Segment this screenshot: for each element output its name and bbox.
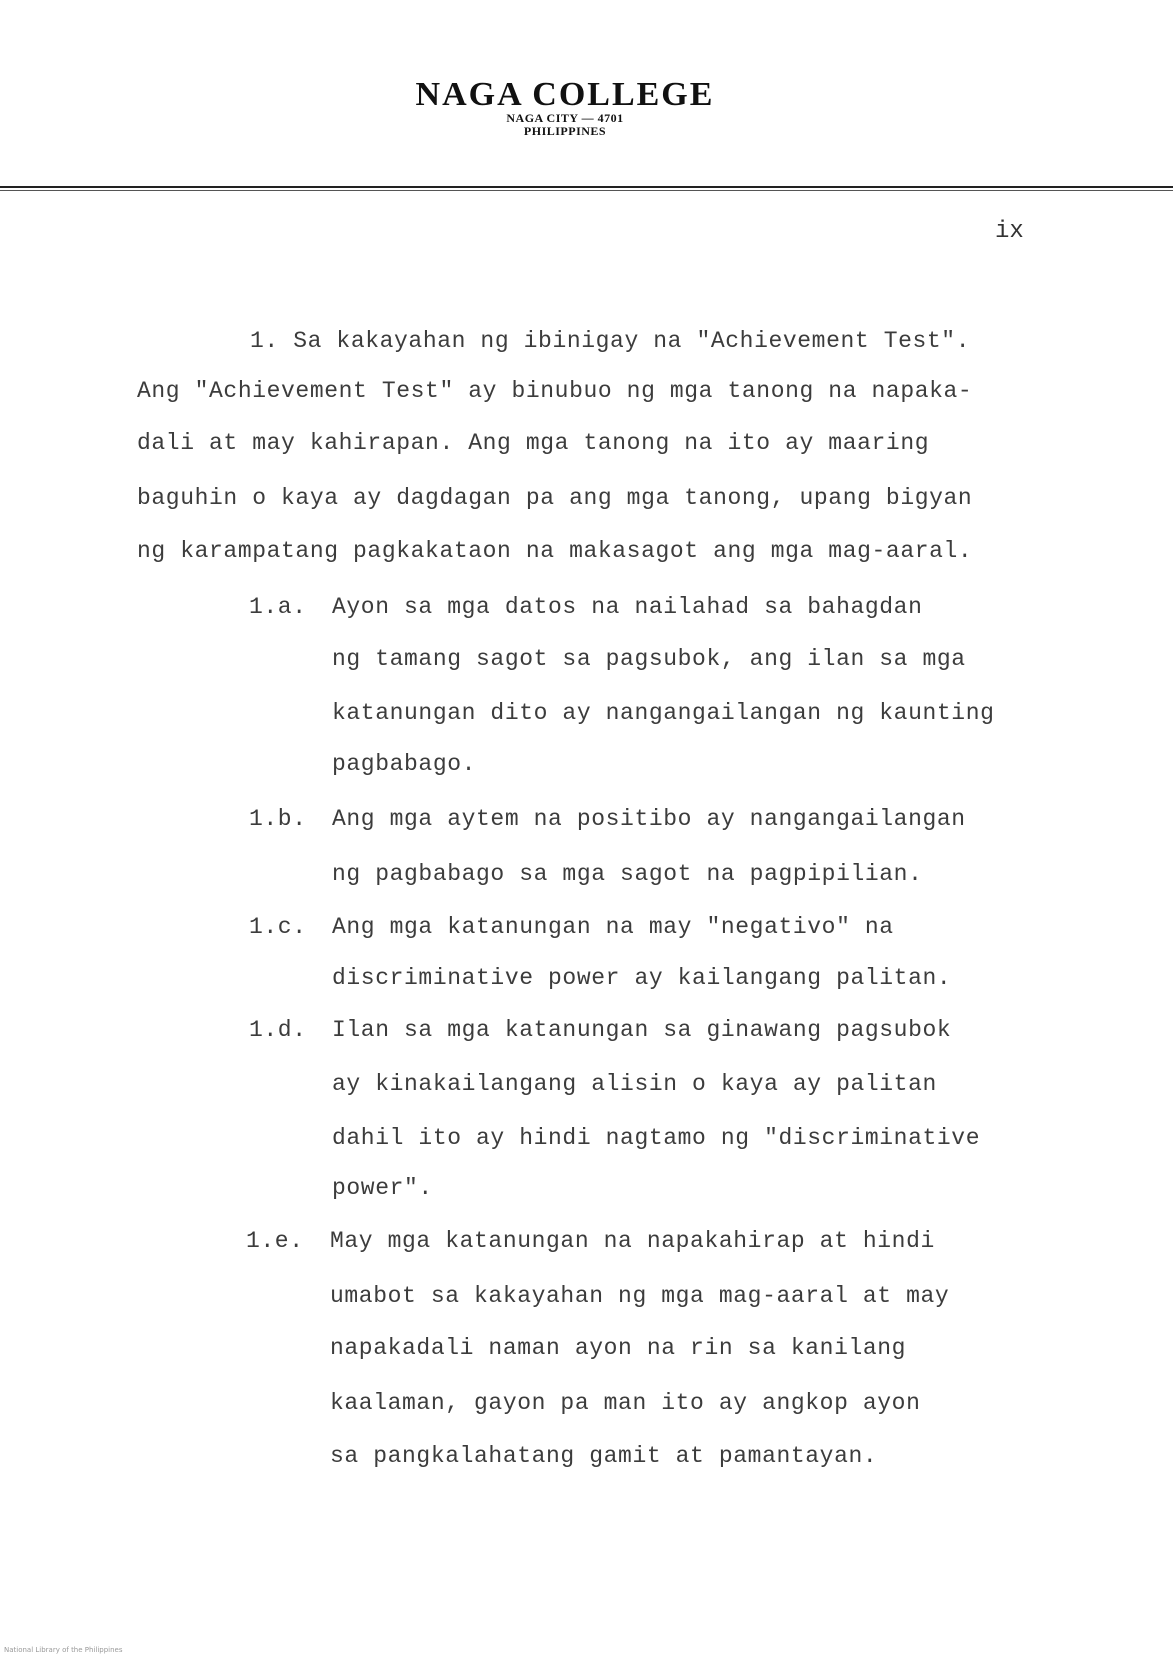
item-line: Ang mga katanungan na may "negativo" na	[332, 914, 894, 940]
item-marker: 1.b.	[249, 806, 307, 832]
footer-watermark: National Library of the Philippines	[4, 1646, 123, 1654]
item-line: ng pagbabago sa mga sagot na pagpipilian.	[332, 861, 923, 887]
item-line: May mga katanungan na napakahirap at hindi	[330, 1228, 935, 1254]
paragraph-1-line: ng karampatang pagkakataon na makasagot ang mga mag-aaral.	[137, 538, 973, 564]
item-line: umabot sa kakayahan ng mga mag-aaral at may	[330, 1283, 950, 1309]
item-line: Ayon sa mga datos na nailahad sa bahagdan	[332, 594, 923, 620]
item-marker: 1.a.	[249, 594, 307, 620]
letterhead-divider	[0, 186, 1173, 193]
item-line: napakadali naman ayon na rin sa kanilang	[330, 1335, 907, 1361]
paragraph-1-line: Ang "Achievement Test" ay binubuo ng mga tanong na napaka-	[137, 378, 973, 404]
item-line: Ang mga aytem na positibo ay nangangailangan	[332, 806, 966, 832]
item-line: discriminative power ay kailangang palitan.	[332, 965, 952, 991]
item-line: ay kinakailangang alisin o kaya ay palitan	[332, 1071, 937, 1097]
item-line: dahil ito ay hindi nagtamo ng "discriminative	[332, 1125, 981, 1151]
item-line: sa pangkalahatang gamit at pamantayan.	[330, 1443, 878, 1469]
paragraph-1-line: dali at may kahirapan. Ang mga tanong na ito ay maaring	[137, 430, 930, 456]
letterhead	[0, 78, 1130, 138]
item-line: power".	[332, 1175, 433, 1201]
item-line: katanungan dito ay nangangailangan ng kaunting	[332, 700, 995, 726]
letterhead-title: NAGA COLLEGE	[415, 76, 715, 113]
item-line: pagbabago.	[332, 751, 477, 777]
paragraph-1-line: 1. Sa kakayahan ng ibinigay na "Achievement Test".	[250, 328, 971, 354]
item-line: kaalaman, gayon pa man ito ay angkop ayon	[330, 1390, 921, 1416]
page-number: ix	[995, 218, 1024, 245]
item-marker: 1.d.	[249, 1017, 307, 1043]
letterhead-city: NAGA CITY — 4701	[506, 111, 624, 125]
item-marker: 1.e.	[246, 1228, 304, 1254]
paragraph-1-line: baguhin o kaya ay dagdagan pa ang mga tanong, upang bigyan	[137, 485, 973, 511]
item-line: ng tamang sagot sa pagsubok, ang ilan sa mga	[332, 646, 966, 672]
item-line: Ilan sa mga katanungan sa ginawang pagsubok	[332, 1017, 952, 1043]
item-marker: 1.c.	[249, 914, 307, 940]
letterhead-country: PHILIPPINES	[523, 124, 607, 138]
